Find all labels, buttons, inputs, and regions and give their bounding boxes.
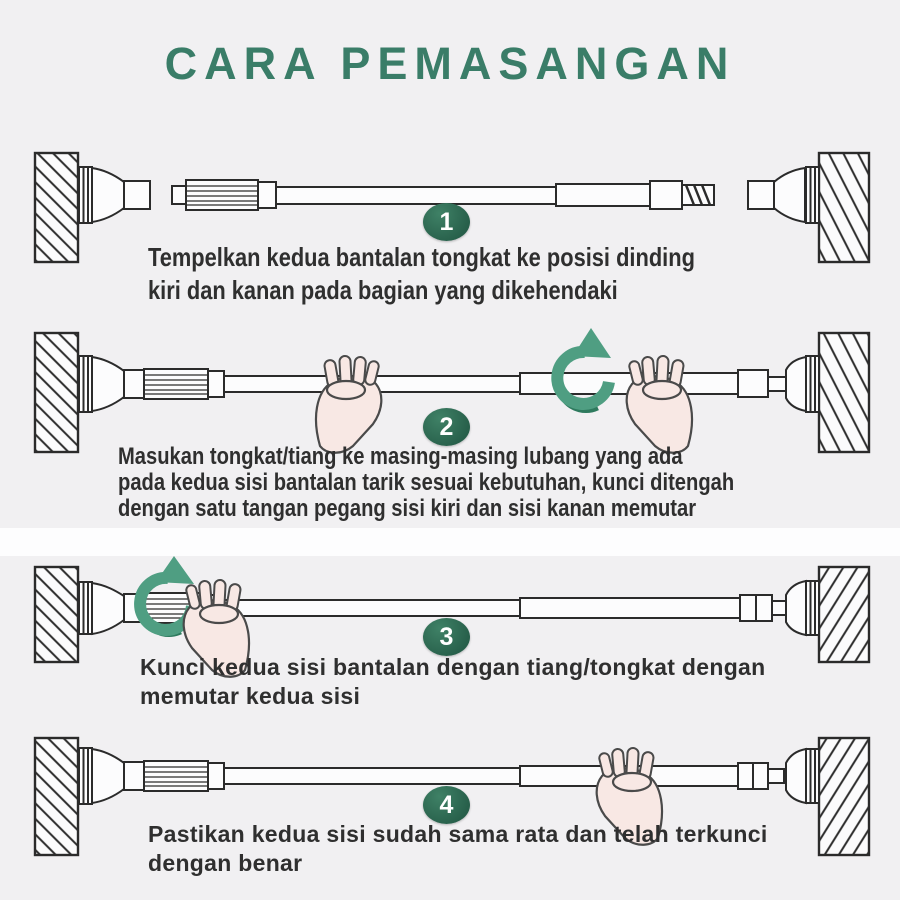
wall-left bbox=[35, 153, 78, 262]
step2-text bbox=[118, 444, 734, 522]
left-bracket bbox=[79, 167, 150, 223]
left-bracket bbox=[79, 356, 144, 412]
step4-line1: Pastikan kedua sisi sudah sama rata dan telah terkunci bbox=[148, 821, 768, 847]
right-bracket bbox=[786, 581, 819, 635]
section-divider bbox=[0, 528, 900, 556]
wall-right bbox=[819, 567, 869, 662]
page-title: CARA PEMASANGAN bbox=[164, 38, 736, 89]
left-bracket bbox=[79, 748, 144, 804]
wall-left bbox=[35, 738, 78, 855]
step2-line1: Masukan tongkat/tiang ke masing-masing lubang yang ada bbox=[118, 443, 683, 470]
step3-badge: 3 bbox=[423, 618, 470, 656]
step4-line2: dengan benar bbox=[148, 850, 303, 876]
right-bracket bbox=[748, 167, 819, 223]
step3-text bbox=[140, 653, 765, 711]
step1-line1: Tempelkan kedua bantalan tongkat ke posisi dinding bbox=[148, 242, 695, 272]
right-bracket bbox=[786, 356, 819, 412]
step3-line1: Kunci kedua sisi bantalan dengan tiang/tongkat dengan bbox=[140, 654, 766, 680]
wall-left bbox=[35, 567, 78, 662]
step1-badge: 1 bbox=[423, 203, 470, 241]
wall-right bbox=[819, 153, 869, 262]
rotation-arrow-icon bbox=[557, 328, 611, 409]
rod bbox=[144, 761, 784, 791]
wall-right bbox=[819, 333, 869, 452]
step2-line2: pada kedua sisi bantalan tarik sesuai kebutuhan, kunci ditengah bbox=[118, 469, 735, 496]
wall-left bbox=[35, 333, 78, 452]
hand-icon bbox=[316, 356, 381, 453]
step2-line3: dengan satu tangan pegang sisi kiri dan sisi kanan memutar bbox=[118, 495, 697, 522]
wall-right bbox=[819, 738, 869, 855]
rod bbox=[144, 369, 786, 399]
step1-text bbox=[148, 241, 695, 307]
left-bracket bbox=[79, 582, 144, 634]
hand-icon bbox=[627, 356, 692, 453]
step2-badge: 2 bbox=[423, 408, 470, 446]
step4-badge: 4 bbox=[423, 786, 470, 824]
step3-line2: memutar kedua sisi bbox=[140, 683, 361, 709]
step4-text bbox=[148, 820, 768, 878]
step1-line2: kiri dan kanan pada bagian yang dikehendaki bbox=[148, 275, 618, 305]
right-bracket bbox=[786, 749, 819, 803]
